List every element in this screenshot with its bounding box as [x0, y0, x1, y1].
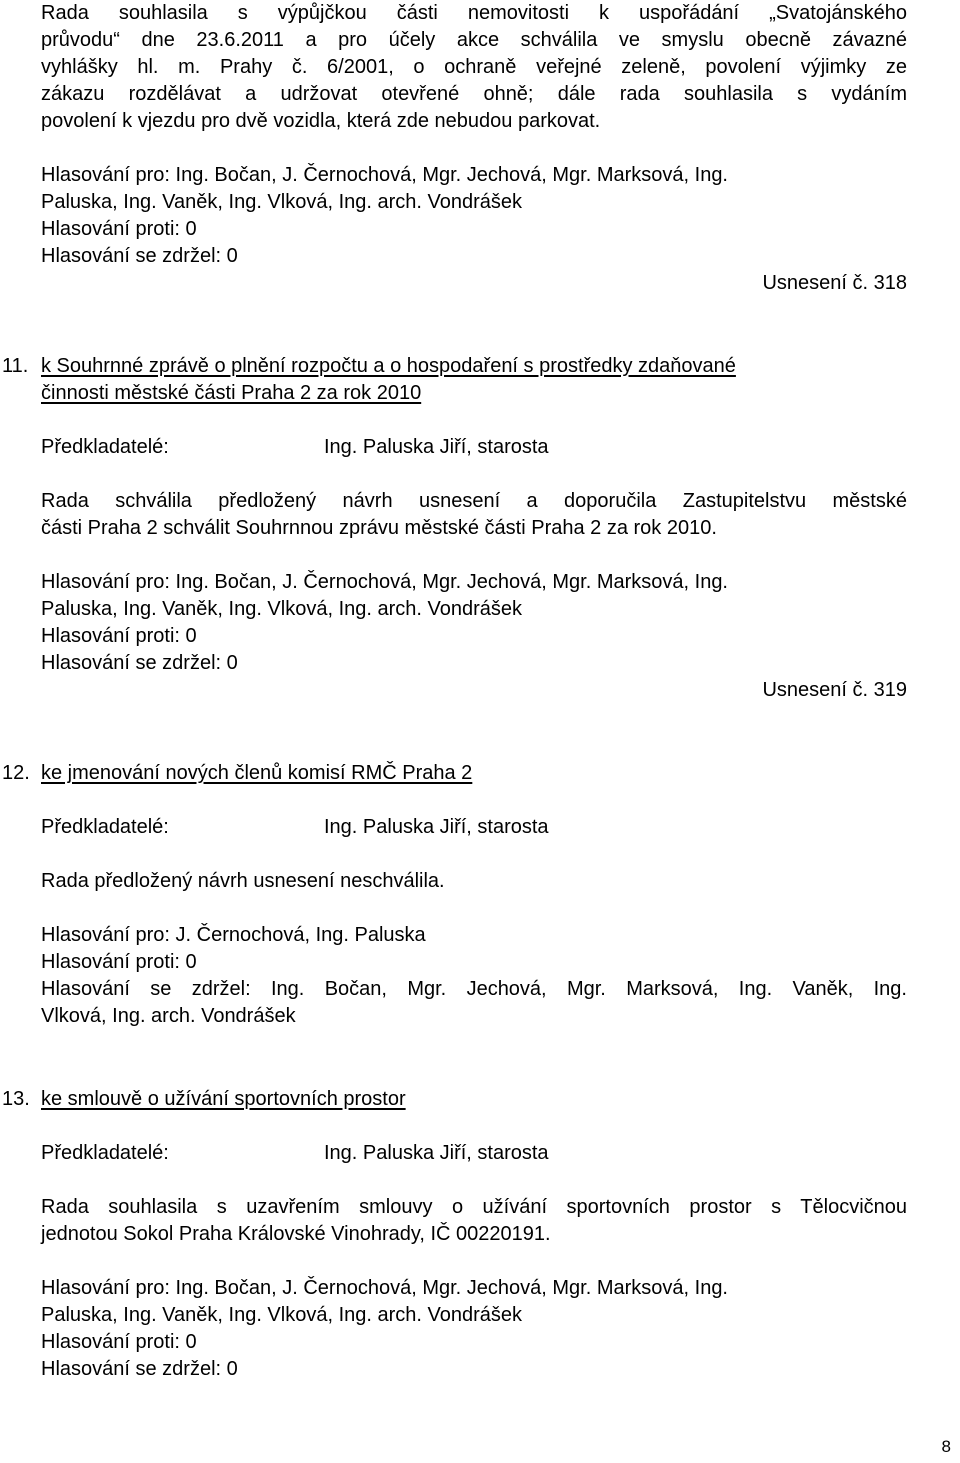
vote-for-continued: Paluska, Ing. Vaněk, Ing. Vlková, Ing. arch. Vondrášek [41, 191, 523, 213]
presenter-label: Předkladatelé: [41, 816, 169, 838]
agenda-item-number: 11. [2, 355, 29, 377]
vote-abstain: Hlasování se zdržel: 0 [41, 245, 238, 267]
presenter-row [41, 434, 907, 461]
vote-for: Hlasování pro: Ing. Bočan, J. Černochová, Mgr. Jechová, Mgr. Marksová, Ing. [41, 571, 728, 593]
presenter-name: Ing. Paluska Jiří, starosta [324, 436, 549, 458]
presenter-label: Předkladatelé: [41, 1142, 169, 1164]
agenda-item-number: 13. [2, 1088, 30, 1110]
decision-text [41, 1194, 907, 1248]
presenter-name: Ing. Paluska Jiří, starosta [324, 816, 549, 838]
vote-for-continued: Paluska, Ing. Vaněk, Ing. Vlková, Ing. arch. Vondrášek [41, 598, 523, 620]
vote-abstain: Hlasování se zdržel: 0 [41, 652, 238, 674]
agenda-item-heading [2, 353, 907, 407]
agenda-item-heading [2, 760, 907, 787]
vote-for: Hlasování pro: Ing. Bočan, J. Černochová, Mgr. Jechová, Mgr. Marksová, Ing. [41, 1277, 728, 1299]
vote-for: Hlasování pro: J. Černochová, Ing. Paluska [41, 924, 426, 946]
vote-against: Hlasování proti: 0 [41, 1331, 197, 1353]
presenter-row [41, 814, 907, 841]
resolution-number: Usnesení č. 318 [762, 272, 907, 294]
vote-against: Hlasování proti: 0 [41, 951, 197, 973]
intro-line: povolení k vjezdu pro dvě vozidla, která zde nebudou parkovat. [41, 110, 601, 132]
vote-for-continued: Paluska, Ing. Vaněk, Ing. Vlková, Ing. arch. Vondrášek [41, 1304, 523, 1326]
vote-against: Hlasování proti: 0 [41, 218, 197, 240]
agenda-item-13 [2, 1086, 907, 1383]
intro-line: zákazu rozdělávat a udržovat otevřené ohně; dále rada souhlasila s vydáním [41, 83, 907, 105]
vote-abstain: Hlasování se zdržel: 0 [41, 1358, 238, 1380]
intro-line: vyhlášky hl. m. Prahy č. 6/2001, o ochraně veřejné zeleně, povolení výjimky ze [41, 56, 907, 78]
agenda-item-12 [2, 760, 907, 1030]
intro-votes [41, 162, 907, 297]
vote-against: Hlasování proti: 0 [41, 625, 197, 647]
resolution-number: Usnesení č. 319 [762, 679, 907, 701]
decision-line: Rada schválila předložený návrh usnesení a doporučila Zastupitelstvu městské [41, 490, 907, 512]
presenter-label: Předkladatelé: [41, 436, 169, 458]
intro-line: průvodu“ dne 23.6.2011 a pro účely akce schválila ve smyslu obecně závazné [41, 29, 907, 51]
vote-abstain-continued: Vlková, Ing. arch. Vondrášek [41, 1005, 296, 1027]
decision-line: Rada souhlasila s uzavřením smlouvy o užívání sportovních prostor s Tělocvičnou [41, 1196, 907, 1218]
agenda-item-title: k Souhrnné zprávě o plnění rozpočtu a o hospodaření s prostředky zdaňované [41, 355, 736, 377]
agenda-item-11 [2, 353, 907, 704]
agenda-item-title: činnosti městské části Praha 2 za rok 2010 [41, 382, 422, 404]
votes [41, 922, 907, 1030]
votes [41, 1275, 907, 1383]
votes [41, 569, 907, 704]
presenter-row [41, 1140, 907, 1167]
intro-paragraph [41, 0, 907, 135]
page-number: 8 [941, 1437, 951, 1456]
agenda-item-title: ke smlouvě o užívání sportovních prostor [41, 1088, 406, 1110]
decision-line: Rada předložený návrh usnesení neschválila. [41, 870, 445, 892]
decision-line: jednotou Sokol Praha Královské Vinohrady, IČ 00220191. [41, 1223, 551, 1245]
intro-line: Rada souhlasila s výpůjčkou části nemovitosti k uspořádání „Svatojánského [41, 2, 907, 24]
decision-text [41, 868, 907, 895]
presenter-name: Ing. Paluska Jiří, starosta [324, 1142, 549, 1164]
vote-for: Hlasování pro: Ing. Bočan, J. Černochová, Mgr. Jechová, Mgr. Marksová, Ing. [41, 164, 728, 186]
decision-line: části Praha 2 schválit Souhrnnou zprávu městské části Praha 2 za rok 2010. [41, 517, 717, 539]
agenda-item-title: ke jmenování nových členů komisí RMČ Praha 2 [41, 762, 473, 784]
agenda-item-heading [2, 1086, 907, 1113]
decision-text [41, 488, 907, 542]
vote-abstain: Hlasování se zdržel: Ing. Bočan, Mgr. Jechová, Mgr. Marksová, Ing. Vaněk, Ing. [41, 978, 907, 1000]
agenda-item-number: 12. [2, 762, 30, 784]
